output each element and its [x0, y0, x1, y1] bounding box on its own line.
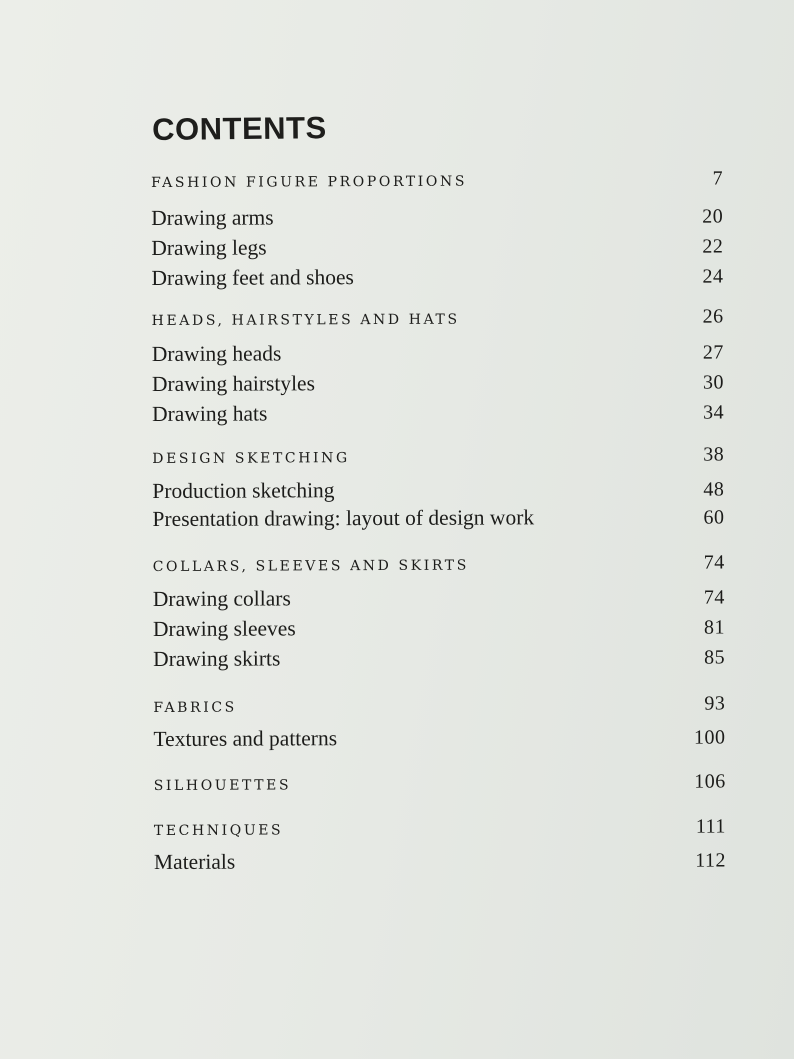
section-heading	[152, 444, 724, 469]
entry-title: Materials	[153, 849, 236, 874]
page-number: 38	[703, 443, 725, 466]
toc-entry	[152, 400, 724, 427]
toc-entry	[151, 234, 723, 261]
section-heading	[154, 815, 726, 840]
toc-entry	[151, 204, 723, 231]
page-number: 24	[702, 265, 724, 288]
page-number: 85	[704, 646, 726, 669]
entry-title: Textures and patterns	[153, 726, 338, 751]
page-number: 30	[702, 371, 724, 394]
toc-entry	[152, 505, 724, 532]
entry-title: Drawing heads	[151, 341, 282, 366]
toc-entry	[153, 644, 725, 671]
toc-entry	[151, 264, 723, 291]
entry-title: Drawing collars	[152, 586, 291, 611]
entry-title: Drawing sleeves	[152, 616, 296, 641]
page-number: 100	[693, 726, 726, 749]
page-number: 74	[703, 586, 725, 609]
entry-title: Drawing hats	[152, 401, 268, 426]
section-heading	[154, 770, 726, 795]
page-number: 93	[704, 692, 726, 715]
entry-title: Drawing skirts	[153, 646, 281, 671]
toc-entry	[153, 585, 725, 612]
toc-entry	[153, 724, 725, 751]
toc-entry	[152, 477, 724, 504]
section-heading	[152, 306, 724, 331]
page-number: 27	[702, 341, 724, 364]
toc-entry	[152, 340, 724, 367]
section-title: FABRICS	[153, 699, 237, 716]
page-title: CONTENTS	[152, 110, 327, 147]
page-number: 60	[703, 506, 725, 529]
section-heading	[151, 168, 723, 193]
entry-title: Drawing feet and shoes	[151, 265, 354, 290]
table-of-contents	[151, 167, 727, 874]
page-number: 20	[702, 205, 724, 228]
page-number: 34	[703, 401, 725, 424]
page-number: 74	[703, 551, 725, 574]
page-number: 112	[695, 849, 727, 872]
page-number: 7	[712, 167, 724, 190]
page-number: 26	[702, 305, 724, 328]
entry-title: Drawing legs	[151, 235, 267, 260]
section-heading	[153, 692, 725, 717]
toc-entry	[154, 847, 726, 874]
page-number: 106	[694, 770, 726, 793]
toc-entry	[153, 614, 725, 641]
section-heading	[153, 552, 725, 577]
section-title: SILHOUETTES	[153, 777, 292, 794]
section-title: HEADS, HAIRSTYLES AND HATS	[151, 311, 460, 329]
entry-title: Production sketching	[152, 478, 335, 503]
section-title: TECHNIQUES	[153, 822, 284, 839]
section-title: COLLARS, SLEEVES AND SKIRTS	[152, 557, 469, 575]
page-number: 81	[703, 616, 726, 639]
section-title: DESIGN SKETCHING	[152, 450, 350, 467]
page-number: 48	[703, 478, 725, 501]
section-title: FASHION FIGURE PROPORTIONS	[151, 173, 468, 191]
toc-entry	[152, 370, 724, 397]
entry-title: Drawing hairstyles	[151, 371, 316, 396]
page-number: 111	[695, 815, 726, 838]
entry-title: Presentation drawing: layout of design work	[152, 505, 535, 531]
page-number: 22	[702, 235, 724, 258]
entry-title: Drawing arms	[151, 205, 274, 230]
